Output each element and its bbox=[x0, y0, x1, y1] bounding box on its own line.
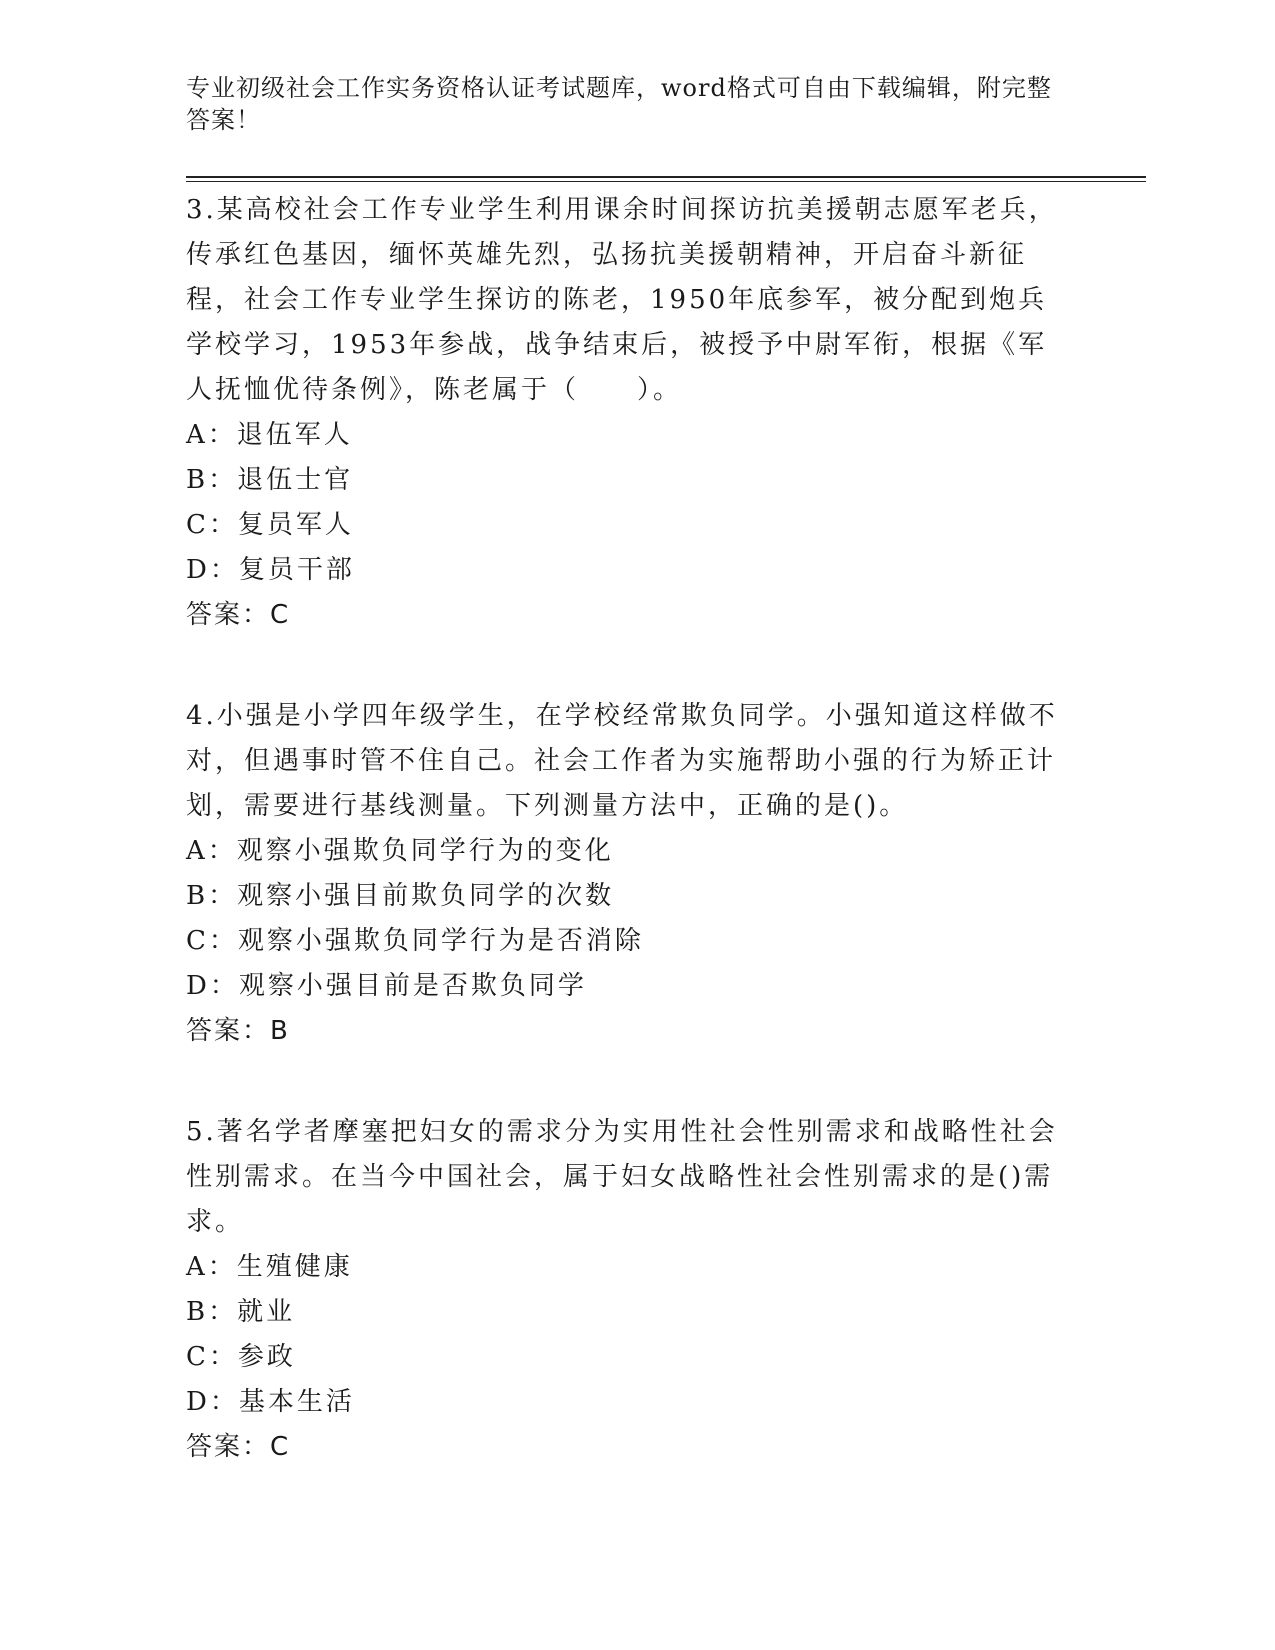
option-d: D：基本生活 bbox=[186, 1387, 355, 1417]
question-3 bbox=[186, 188, 1066, 638]
answer-label: 答案：C bbox=[186, 1432, 291, 1462]
question-5 bbox=[186, 1110, 1066, 1470]
question-stem: 5.著名学者摩塞把妇女的需求分为实用性社会性别需求和战略性社会性别需求。在当今中国社会，属于妇女战略性社会性别需求的是()需求。 bbox=[186, 1117, 1058, 1237]
header-divider bbox=[186, 176, 1146, 182]
question-4 bbox=[186, 694, 1066, 1054]
question-list bbox=[186, 188, 1066, 1470]
option-a: A：观察小强欺负同学行为的变化 bbox=[186, 836, 614, 866]
option-c: C：观察小强欺负同学行为是否消除 bbox=[186, 926, 644, 956]
option-b: B：就业 bbox=[186, 1297, 296, 1327]
answer-label: 答案：B bbox=[186, 1016, 290, 1046]
question-stem: 3.某高校社会工作专业学生利用课余时间探访抗美援朝志愿军老兵，传承红色基因，缅怀英雄先烈，弘扬抗美援朝精神，开启奋斗新征程，社会工作专业学生探访的陈老，1950年底参军，被分配到炮兵学校学习，1953年参战，战争结束后，被授予中尉军衔，根据《军人抚恤优待条例》，陈老属于（ ）。 bbox=[186, 195, 1058, 405]
question-stem: 4.小强是小学四年级学生，在学校经常欺负同学。小强知道这样做不对，但遇事时管不住自己。社会工作者为实施帮助小强的行为矫正计划，需要进行基线测量。下列测量方法中，正确的是()。 bbox=[186, 701, 1058, 821]
option-c: C：复员军人 bbox=[186, 510, 354, 540]
option-a: A：退伍军人 bbox=[186, 420, 353, 450]
option-c: C：参政 bbox=[186, 1342, 296, 1372]
option-a: A：生殖健康 bbox=[186, 1252, 353, 1282]
option-d: D：观察小强目前是否欺负同学 bbox=[186, 971, 587, 1001]
option-b: B：观察小强目前欺负同学的次数 bbox=[186, 881, 615, 911]
option-list bbox=[186, 829, 1066, 1009]
option-b: B：退伍士官 bbox=[186, 465, 354, 495]
answer-label: 答案：C bbox=[186, 600, 291, 630]
option-list bbox=[186, 1245, 1066, 1425]
document-header: 专业初级社会工作实务资格认证考试题库，word格式可自由下载编辑，附完整答案！ bbox=[186, 74, 1052, 134]
option-d: D：复员干部 bbox=[186, 555, 355, 585]
option-list bbox=[186, 413, 1066, 593]
